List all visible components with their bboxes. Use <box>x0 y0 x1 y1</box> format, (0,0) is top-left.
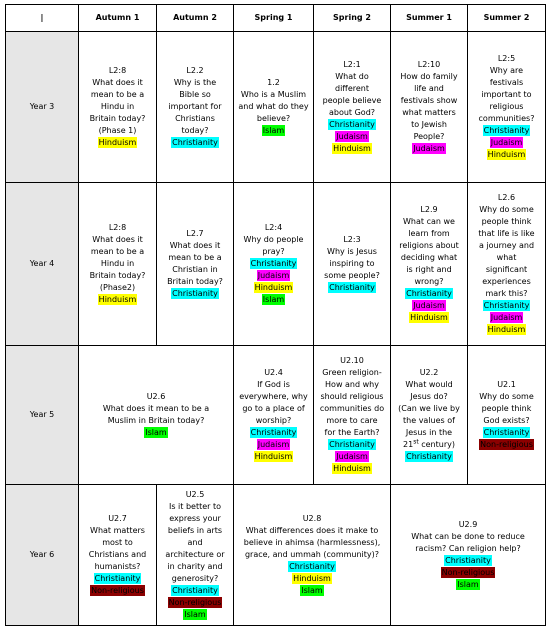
unit-text-line: What matters <box>90 526 145 535</box>
year-row <box>6 32 546 183</box>
religion-tag-line <box>236 439 311 451</box>
religion-tag-christianity: Christianity <box>329 120 375 129</box>
year-label: Year 4 <box>6 183 79 346</box>
religion-tag-line <box>236 125 311 137</box>
unit-text-line: U2.9 <box>458 520 478 529</box>
religion-tag-islam: Islam <box>145 428 167 437</box>
unit-text-line: people think <box>481 404 532 413</box>
religion-tag-line <box>393 312 465 324</box>
unit-text-line: L2:3 <box>343 235 361 244</box>
unit-text-line: festivals show <box>400 96 458 105</box>
unit-text-line: L2:4 <box>264 223 283 232</box>
religion-tag-christianity: Christianity <box>250 259 297 268</box>
religion-tag-christianity: Christianity <box>406 289 452 298</box>
religion-tag-line <box>236 294 311 306</box>
unit-text-line: mean to be a <box>90 90 145 99</box>
unit-cell <box>391 183 468 346</box>
unit-text-line: Muslim in Britain today? <box>107 416 205 425</box>
religion-tag-line <box>159 597 231 609</box>
unit-text-line: for the Earth? <box>324 428 380 437</box>
unit-text-line: What can we <box>403 217 455 226</box>
religion-tag-line <box>393 300 465 312</box>
unit-text-line: inspiring to <box>329 259 375 268</box>
unit-text-line: Jesus do? <box>410 392 448 401</box>
unit-text-line: beliefs in arts <box>167 526 223 535</box>
unit-cell <box>314 183 391 346</box>
religion-tag-judaism: Judaism <box>336 132 368 141</box>
unit-text-line: deciding what <box>400 253 458 262</box>
religion-tag-line <box>236 585 388 597</box>
religion-tag-line <box>316 131 388 143</box>
religion-tag-line <box>159 585 231 597</box>
religion-tag-christianity: Christianity <box>329 440 375 449</box>
unit-text-line: L2.7 <box>186 229 204 238</box>
religion-tag-non-religious: Non-religious <box>480 440 533 449</box>
religion-tag-line <box>236 573 388 585</box>
religion-tag-hinduism: Hinduism <box>333 144 371 153</box>
unit-cell <box>157 32 234 183</box>
religion-tag-hinduism: Hinduism <box>293 574 331 583</box>
unit-text-line: Why is the <box>173 78 217 87</box>
unit-text-line: Why are <box>489 66 524 75</box>
unit-text-line: Why do people <box>243 235 304 244</box>
unit-text-line: What does it mean to be a <box>102 404 210 413</box>
religion-tag-line <box>159 137 231 149</box>
unit-text-line: What would <box>405 380 453 389</box>
term-header-spring-2: Spring 2 <box>314 5 391 32</box>
unit-text-line: some people? <box>324 271 380 280</box>
unit-text-line: believe? <box>256 114 291 123</box>
religion-tag-line <box>81 427 231 439</box>
religion-tag-line <box>393 143 465 155</box>
unit-cell <box>468 32 546 183</box>
unit-text-line: that life is like <box>478 229 535 238</box>
unit-cell <box>234 485 391 626</box>
religion-tag-non-religious: Non-religious <box>168 598 222 607</box>
religion-tag-line <box>470 312 543 324</box>
religion-tag-judaism: Judaism <box>257 271 290 280</box>
religion-tag-christianity: Christianity <box>329 283 375 292</box>
year-row <box>6 346 546 485</box>
unit-text-line: Who is a Muslim <box>240 90 307 99</box>
religion-tag-line <box>393 451 465 463</box>
year-row <box>6 183 546 346</box>
unit-text-line: L2:8 <box>108 223 127 232</box>
unit-text-line: U2.10 <box>340 356 364 365</box>
unit-text-line: God exists? <box>483 416 530 425</box>
religion-tag-line <box>470 125 543 137</box>
religion-tag-christianity: Christianity <box>289 562 335 571</box>
unit-text-line: is right and <box>406 265 452 274</box>
term-header-autumn-2: Autumn 2 <box>157 5 234 32</box>
religion-tag-christianity: Christianity <box>445 556 491 565</box>
unit-text-line: significant <box>485 265 528 274</box>
religion-tag-christianity: Christianity <box>250 428 297 437</box>
unit-text-line: U2.5 <box>185 490 205 499</box>
unit-text-line: Bible so <box>179 90 211 99</box>
unit-text-line: Christians <box>175 114 215 123</box>
religion-tag-hinduism: Hinduism <box>98 138 137 147</box>
unit-text-line: about God? <box>328 108 376 117</box>
religion-tag-line <box>393 567 543 579</box>
unit-cell <box>391 485 546 626</box>
unit-cell <box>468 346 546 485</box>
unit-text-line: L2.6 <box>497 193 516 202</box>
religion-tag-line <box>81 137 154 149</box>
religion-tag-line <box>316 143 388 155</box>
religion-tag-hinduism: Hinduism <box>487 150 526 159</box>
unit-text-line: communities? <box>478 114 535 123</box>
religion-tag-line <box>236 451 311 463</box>
religion-tag-christianity: Christianity <box>94 574 141 583</box>
unit-text-line: important to <box>481 90 532 99</box>
unit-text-line: Green religion- <box>322 368 382 377</box>
unit-text-line: everywhere, why <box>239 392 308 401</box>
religion-tag-line <box>316 451 388 463</box>
unit-text-line: and what do they <box>238 102 309 111</box>
religion-tag-hinduism: Hinduism <box>410 313 448 322</box>
unit-text-line: wrong? <box>414 277 444 286</box>
religion-tag-line <box>236 282 311 294</box>
unit-text-line: go to a place of <box>242 404 305 413</box>
year-row <box>6 485 546 626</box>
unit-text-line: What do <box>335 72 369 81</box>
unit-text-line: pray? <box>262 247 285 256</box>
unit-text-line: more to care <box>326 416 378 425</box>
term-header-summer-1: Summer 1 <box>391 5 468 32</box>
re-curriculum-table <box>5 4 546 626</box>
unit-text-line: generosity? <box>171 574 219 583</box>
religion-tag-christianity: Christianity <box>483 126 530 135</box>
unit-text-line: experiences <box>482 277 531 286</box>
unit-text-line: Britain today? <box>167 277 223 286</box>
religion-tag-islam: Islam <box>301 586 323 595</box>
religion-tag-line <box>81 585 154 597</box>
religion-tag-hinduism: Hinduism <box>487 325 526 334</box>
unit-cell <box>79 485 157 626</box>
unit-text-line: Christian in <box>172 265 218 274</box>
religion-tag-christianity: Christianity <box>172 586 218 595</box>
religion-tag-line <box>316 282 388 294</box>
religion-tag-line <box>470 427 543 439</box>
year-label: Year 3 <box>6 32 79 183</box>
unit-text-line: mark this? <box>485 289 528 298</box>
term-header-autumn-1: Autumn 1 <box>79 5 157 32</box>
unit-cell <box>391 346 468 485</box>
unit-text-line: U2.8 <box>302 514 322 523</box>
religion-tag-line <box>236 258 311 270</box>
unit-text-line: (Can we live by <box>398 404 460 413</box>
unit-text-line: architecture or <box>165 550 225 559</box>
unit-text-line: L2:5 <box>497 54 516 63</box>
unit-cell <box>79 346 234 485</box>
unit-cell <box>79 183 157 346</box>
religion-tag-line <box>81 294 154 306</box>
religion-tag-line <box>316 119 388 131</box>
unit-text-line: 1.2 <box>267 78 280 87</box>
year-label: Year 5 <box>6 346 79 485</box>
religion-tag-line <box>159 288 231 300</box>
religion-tag-judaism: Judaism <box>490 313 523 322</box>
unit-text-line: How do family <box>400 72 458 81</box>
unit-text-line: mean to be a <box>90 247 145 256</box>
religion-tag-hinduism: Hinduism <box>254 452 293 461</box>
religion-tag-christianity: Christianity <box>483 301 530 310</box>
religion-tag-line <box>470 149 543 161</box>
unit-text-line: (Phase 1) <box>98 126 137 135</box>
religion-tag-line <box>393 288 465 300</box>
unit-text-line: and <box>187 538 203 547</box>
unit-text-line: Britain today? <box>89 114 146 123</box>
unit-text-line: L2:8 <box>108 66 127 75</box>
religion-tag-christianity: Christianity <box>406 452 452 461</box>
religion-tag-judaism: Judaism <box>490 138 523 147</box>
religion-tag-line <box>236 427 311 439</box>
unit-text-line: festivals <box>489 78 524 87</box>
unit-text-line: different <box>335 84 369 93</box>
unit-text-line: L2:10 <box>417 60 441 69</box>
religion-tag-hinduism: Hinduism <box>254 283 293 292</box>
unit-text-line: humanists? <box>94 562 141 571</box>
unit-text-line: Jesus in the <box>405 428 453 437</box>
table-body <box>6 32 546 626</box>
religion-tag-non-religious: Non-religious <box>441 568 495 577</box>
religion-tag-line <box>236 270 311 282</box>
unit-text-line: people think <box>481 217 532 226</box>
unit-text-line: Britain today? <box>89 271 146 280</box>
religion-tag-line <box>316 439 388 451</box>
unit-text-line: What does it <box>169 241 221 250</box>
unit-text-line: How and why <box>325 380 379 389</box>
religion-tag-islam: Islam <box>457 580 479 589</box>
header-row <box>6 5 546 32</box>
year-label: Year 6 <box>6 485 79 626</box>
unit-text-line: Hindu in <box>100 102 135 111</box>
unit-text-line: what matters <box>402 108 456 117</box>
unit-text-line: should religious <box>320 392 384 401</box>
unit-text-line: Christians and <box>88 550 147 559</box>
unit-text-line: If God is <box>257 380 290 389</box>
unit-text-line: to Jewish <box>411 120 447 129</box>
unit-text-line: most to <box>102 538 133 547</box>
unit-text-line: express your <box>169 514 221 523</box>
religion-tag-judaism: Judaism <box>257 440 290 449</box>
unit-text-line: U2.2 <box>419 368 439 377</box>
unit-text-line: 21st century) <box>403 438 455 449</box>
unit-text-line: religious <box>489 102 524 111</box>
unit-text-line: life and <box>414 84 444 93</box>
religion-tag-hinduism: Hinduism <box>98 295 137 304</box>
unit-text-line: mean to be a <box>168 253 222 262</box>
religion-tag-line <box>470 439 543 451</box>
unit-text-line: People? <box>413 132 445 141</box>
corner-cell: | <box>6 5 79 32</box>
religion-tag-christianity: Christianity <box>483 428 530 437</box>
unit-text-line: What does it <box>92 78 143 87</box>
unit-text-line: people believe <box>322 96 382 105</box>
religion-tag-line <box>470 324 543 336</box>
unit-cell <box>234 32 314 183</box>
unit-text-line: believe in ahimsa (harmlessness), <box>243 538 381 547</box>
unit-text-line: a journey and <box>478 241 535 250</box>
unit-text-line: U2.4 <box>264 368 283 377</box>
religion-tag-line <box>470 300 543 312</box>
religion-tag-judaism: Judaism <box>336 452 368 461</box>
unit-text-line: U2.7 <box>108 514 127 523</box>
religion-tag-line <box>393 555 543 567</box>
unit-text-line: in charity and <box>167 562 223 571</box>
unit-text-line: U2.6 <box>146 392 166 401</box>
term-header-summer-2: Summer 2 <box>468 5 546 32</box>
term-header-spring-1: Spring 1 <box>234 5 314 32</box>
unit-text-line: What can be done to reduce <box>411 532 525 541</box>
unit-text-line: worship? <box>255 416 292 425</box>
unit-text-line: L2.2 <box>186 66 204 75</box>
unit-text-line: what <box>496 253 517 262</box>
religion-tag-judaism: Judaism <box>413 301 445 310</box>
religion-tag-line <box>236 561 388 573</box>
unit-text-line: religions about <box>399 241 459 250</box>
religion-tag-judaism: Judaism <box>413 144 445 153</box>
unit-text-line: What does it <box>92 235 143 244</box>
unit-text-line: important for <box>168 102 222 111</box>
unit-cell <box>234 346 314 485</box>
unit-cell <box>314 346 391 485</box>
religion-tag-christianity: Christianity <box>172 289 218 298</box>
unit-cell <box>157 485 234 626</box>
religion-tag-islam: Islam <box>184 610 206 619</box>
unit-text-line: grace, and ummah (community)? <box>244 550 380 559</box>
unit-text-line: What differences does it make to <box>245 526 379 535</box>
religion-tag-non-religious: Non-religious <box>91 586 144 595</box>
unit-text-line: Hindu in <box>100 259 135 268</box>
unit-text-line: L2:1 <box>343 60 361 69</box>
unit-text-line: communities do <box>319 404 385 413</box>
unit-cell <box>468 183 546 346</box>
unit-cell <box>234 183 314 346</box>
unit-text-line: U2.1 <box>497 380 516 389</box>
unit-cell <box>314 32 391 183</box>
religion-tag-islam: Islam <box>262 295 285 304</box>
unit-text-line: Why do some <box>479 392 534 401</box>
religion-tag-line <box>470 137 543 149</box>
unit-cell <box>79 32 157 183</box>
curriculum-table-wrapper <box>5 4 546 626</box>
unit-text-line: L2.9 <box>420 205 438 214</box>
religion-tag-christianity: Christianity <box>172 138 218 147</box>
unit-text-line: Why do some <box>479 205 534 214</box>
unit-text-line: Why is Jesus <box>327 247 377 256</box>
unit-text-line: racism? Can religion help? <box>415 544 521 553</box>
unit-text-line: the values of <box>403 416 455 425</box>
unit-text-line: Is it better to <box>168 502 222 511</box>
religion-tag-line <box>316 463 388 475</box>
religion-tag-hinduism: Hinduism <box>333 464 371 473</box>
religion-tag-islam: Islam <box>262 126 285 135</box>
unit-text-line: learn from <box>408 229 450 238</box>
religion-tag-line <box>81 573 154 585</box>
unit-text-line: (Phase2) <box>99 283 136 292</box>
unit-cell <box>157 183 234 346</box>
unit-text-line: today? <box>181 126 209 135</box>
religion-tag-line <box>393 579 543 591</box>
unit-cell <box>391 32 468 183</box>
religion-tag-line <box>159 609 231 621</box>
